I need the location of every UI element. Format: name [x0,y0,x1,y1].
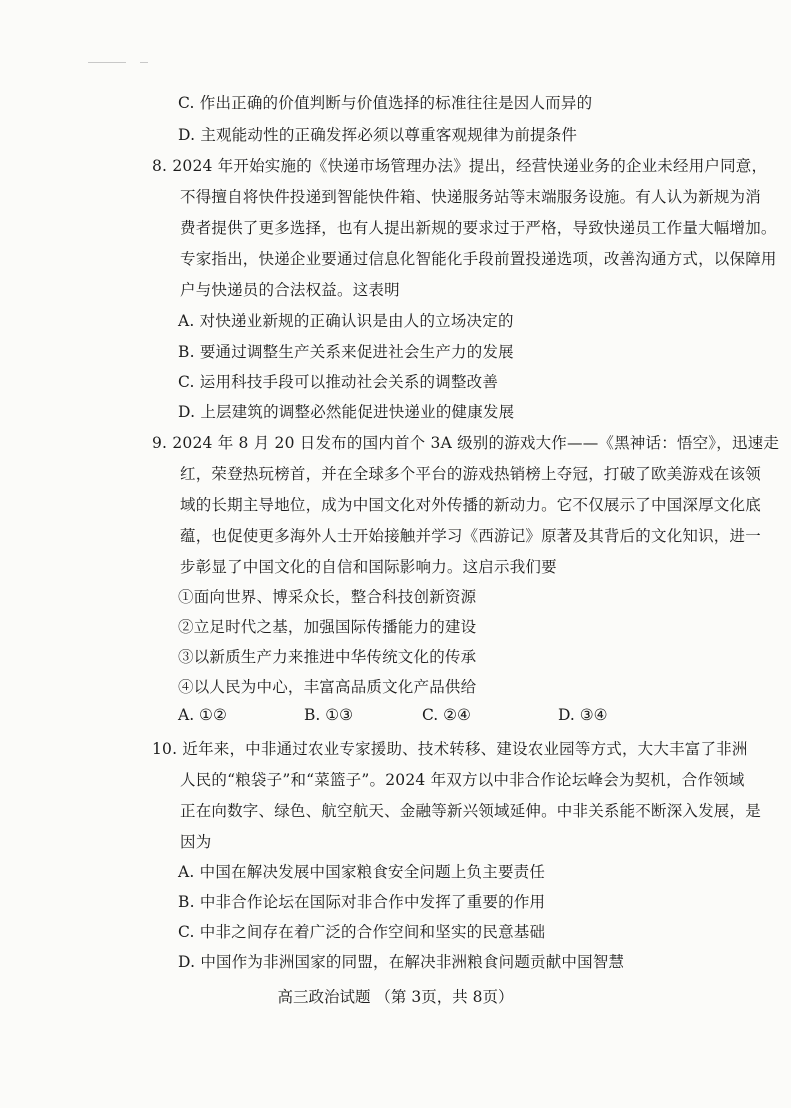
q8-stem-line-5: 户与快递员的合法权益。这表明 [180,281,400,299]
q9-statement-3: ③以新质生产力来推进中华传统文化的传承 [178,648,477,666]
q8-option-b: B. 要通过调整生产关系来促进社会生产力的发展 [178,343,514,361]
q9-statement-4: ④以人民为中心，丰富高品质文化产品供给 [178,678,477,696]
q9-stem-line-3: 域的长期主导地位，成为中国文化对外传播的新动力。它不仅展示了中国深厚文化底 [180,496,761,514]
q9-choice-d: D. ③④ [558,706,608,724]
scan-mark [140,62,148,63]
q10-stem-line-2: 人民的“粮袋子”和“菜篮子”。2024 年双方以中非合作论坛峰会为契机，合作领域 [180,771,745,789]
q7-option-c: C. 作出正确的价值判断与价值选择的标准往往是因人而异的 [178,94,593,112]
q8-stem-line-2: 不得擅自将快件投递到智能快件箱、快递服务站等末端服务设施。有人认为新规为消 [180,188,761,206]
q10-stem-line-1: 10. 近年来，中非通过农业专家援助、技术转移、建设农业园等方式，大大丰富了非洲 [152,740,748,758]
q9-choice-c: C. ②④ [422,706,471,724]
q8-stem-line-4: 专家指出，快递企业要通过信息化智能化手段前置投递选项，改善沟通方式，以保障用 [180,250,777,268]
q10-stem-line-3: 正在向数字、绿色、航空航天、金融等新兴领域延伸。中非关系能不断深入发展，是 [180,802,761,820]
q10-stem-line-4: 因为 [180,833,212,851]
q9-statement-2: ②立足时代之基，加强国际传播能力的建设 [178,618,477,636]
q9-statement-1: ①面向世界、博采众长，整合科技创新资源 [178,588,477,606]
q8-option-c: C. 运用科技手段可以推动社会关系的调整改善 [178,373,499,391]
q9-stem-line-2: 红，荣登热玩榜首，并在全球多个平台的游戏热销榜上夺冠，打破了欧美游戏在该领 [180,465,761,483]
q8-option-a: A. 对快递业新规的正确认识是由人的立场决定的 [178,312,514,330]
q10-option-c: C. 中非之间存在着广泛的合作空间和坚实的民意基础 [178,923,546,941]
q9-choice-a: A. ①② [178,706,227,724]
q9-stem-line-1: 9. 2024 年 8 月 20 日发布的国内首个 3A 级别的游戏大作——《黑神话：悟空》，迅速走 [152,434,780,452]
q9-stem-line-4: 蕴，也促使更多海外人士开始接触并学习《西游记》原著及其背后的文化知识，进一 [180,527,761,545]
q8-option-d: D. 上层建筑的调整必然能促进快递业的健康发展 [178,403,515,421]
q10-option-b: B. 中非合作论坛在国际对非合作中发挥了重要的作用 [178,893,546,911]
q9-stem-line-5: 步彰显了中国文化的自信和国际影响力。这启示我们要 [180,558,557,576]
q10-option-a: A. 中国在解决发展中国家粮食安全问题上负主要责任 [178,863,546,881]
q8-stem-line-3: 费者提供了更多选择，也有人提出新规的要求过于严格，导致快递员工作量大幅增加。 [180,219,777,237]
scan-mark [88,62,126,63]
q10-option-d: D. 中国作为非洲国家的同盟，在解决非洲粮食问题贡献中国智慧 [178,953,625,971]
q8-stem-line-1: 8. 2024 年开始实施的《快递市场管理办法》提出，经营快递业务的企业未经用户同意， [152,157,768,175]
page-footer: 高三政治试题 （第 3页，共 8页） [277,988,514,1006]
q7-option-d: D. 主观能动性的正确发挥必须以尊重客观规律为前提条件 [178,126,578,144]
q9-choice-b: B. ①③ [304,706,354,724]
